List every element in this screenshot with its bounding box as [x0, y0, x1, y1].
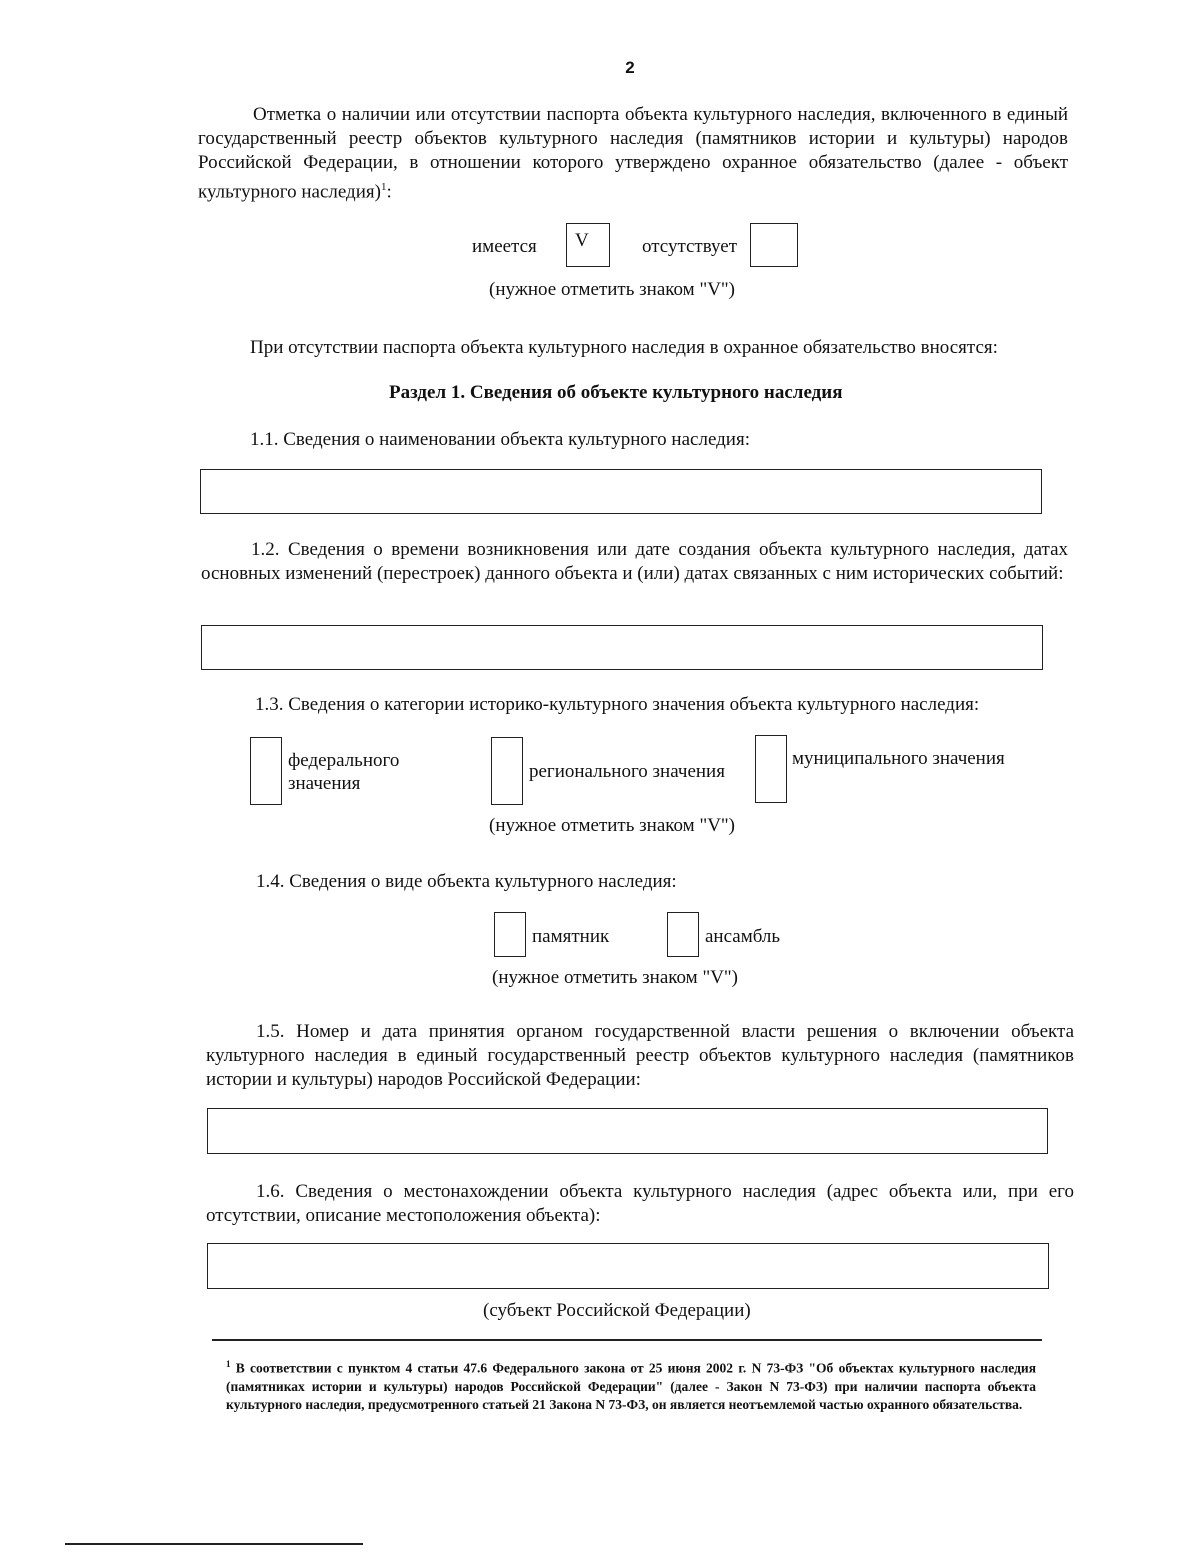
footnote-ref: 1: [380, 181, 387, 193]
kind-hint: (нужное отметить знаком "V"): [492, 967, 738, 988]
passport-present-checkbox[interactable]: [566, 223, 610, 267]
no-passport-text: При отсутствии паспорта объекта культурного наследия в охранное обязательство вносятся:: [250, 337, 998, 358]
bottom-edge-line: [65, 1543, 363, 1545]
subject-caption: (субъект Российской Федерации): [483, 1300, 751, 1321]
kind-ensemble-label: ансамбль: [705, 926, 781, 947]
item-1-6-field[interactable]: [207, 1243, 1049, 1289]
intro-trail: :: [386, 181, 392, 203]
passport-absent-label: отсутствует: [642, 236, 738, 257]
category-federal-checkbox[interactable]: [250, 737, 282, 805]
section-1-title: Раздел 1. Сведения об объекте культурного наследия: [389, 382, 843, 403]
passport-hint: (нужное отметить знаком "V"): [489, 279, 735, 300]
kind-ensemble-checkbox[interactable]: [667, 912, 699, 957]
passport-present-mark: V: [575, 230, 589, 251]
footnote-text: В соответствии с пунктом 4 статьи 47.6 Федерального закона от 25 июня 2002 г. N 73-ФЗ "Об объектах культурного наследия (памятниках истории и культуры) народов Российской Федерации" (далее - Закон N 73-ФЗ) при наличии паспорта объекта культурного наследия, предусмотренного статьей 21 Закона N 73-ФЗ, он является неотъемлемой частью охранного обязательства.: [226, 1360, 1036, 1412]
item-1-2-label: 1.2. Сведения о времени возникновения или дате создания объекта культурного наследия, датах основных изменений (перестроек) данного объекта и (или) датах связанных с ним исторических событий:: [201, 539, 1068, 584]
category-federal-label: [288, 749, 399, 795]
passport-absent-checkbox[interactable]: [750, 223, 798, 267]
passport-present-label: имеется: [472, 236, 537, 257]
footnote: [226, 1355, 1036, 1414]
item-1-4-label: 1.4. Сведения о виде объекта культурного наследия:: [256, 871, 677, 892]
category-regional-checkbox[interactable]: [491, 737, 523, 805]
footnote-marker: 1: [226, 1359, 231, 1369]
item-1-5-label: 1.5. Номер и дата принятия органом государственной власти решения о включении объекта культурного наследия в единый государственный реестр объектов культурного наследия (памятников истории и культуры) народов Российской Федерации:: [206, 1021, 1074, 1090]
category-municipal-checkbox[interactable]: [755, 735, 787, 803]
item-1-1-label: 1.1. Сведения о наименовании объекта культурного наследия:: [250, 429, 750, 450]
item-1-3-label: 1.3. Сведения о категории историко-культурного значения объекта культурного наследия:: [255, 694, 980, 715]
item-1-6-label: 1.6. Сведения о местонахождении объекта культурного наследия (адрес объекта или, при его отсутствии, описание местоположения объекта):: [206, 1181, 1074, 1226]
page-number: 2: [625, 58, 635, 77]
item-1-5-field[interactable]: [207, 1108, 1048, 1154]
footnote-separator: [212, 1339, 1042, 1341]
kind-monument-label: памятник: [532, 926, 610, 947]
category-federal-line1: федерального: [288, 750, 400, 771]
category-regional-label: регионального значения: [529, 761, 725, 782]
intro-text: Отметка о наличии или отсутствии паспорта объекта культурного наследия, включенного в единый государственный реестр объектов культурного наследия (памятников истории и культуры) народов Российской Федерации, в отношении которого утверждено охранное обязательство (далее - объект культурного наследия): [198, 104, 1068, 203]
intro-paragraph: [198, 103, 1068, 204]
category-municipal-label: муниципального значения: [792, 748, 1005, 769]
item-1-1-field[interactable]: [200, 469, 1042, 514]
kind-monument-checkbox[interactable]: [494, 912, 526, 957]
category-hint: (нужное отметить знаком "V"): [489, 815, 735, 836]
category-federal-line2: значения: [288, 773, 361, 794]
item-1-2-field[interactable]: [201, 625, 1043, 670]
